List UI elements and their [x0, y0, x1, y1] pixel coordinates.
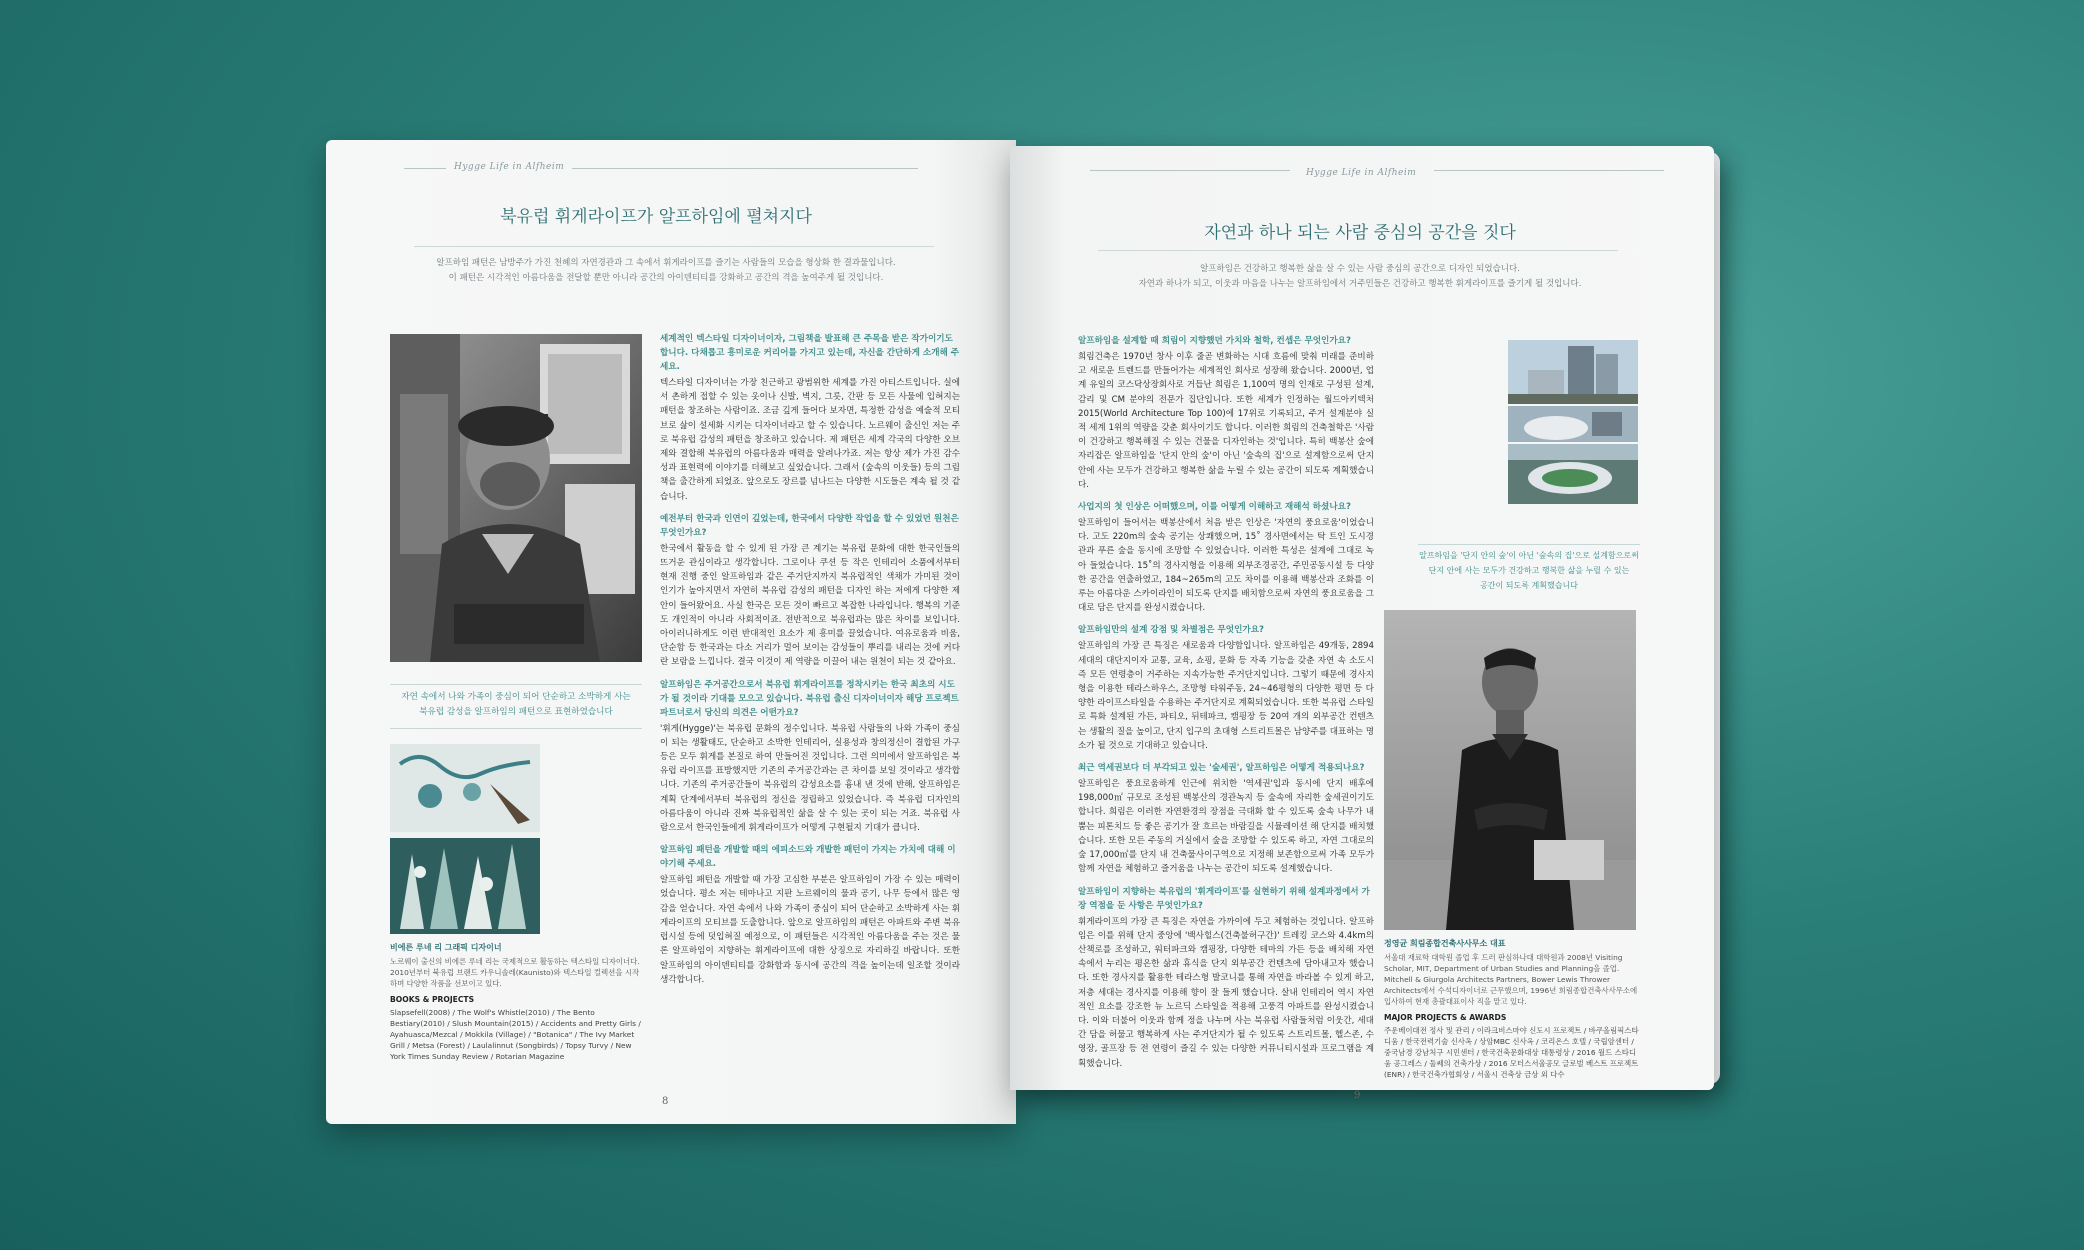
- awards-list: 주운베이대전 정사 및 관리 / 이라크비스마야 신도시 프로젝트 / 바쿠올림픽스타디움 / 한국전력기술 신사옥 / 상암MBC 신사옥 / 코리온스 호텔 / 국립암센터 / 중국남경 강남처구 시민센터 / 한국건축문화대상 대통령상 / 2016 월드 스타디움 공그레스 / 둘쎄의 건축가상 / 2016 모터스서울공모 글로벌 베스트 프로젝트(ENR) / 한국건축가협회상 / 서울시 건축상 금상 외 다수: [1384, 1026, 1639, 1079]
- architect-caption: [1384, 938, 1642, 1079]
- right-qa-5: [1078, 885, 1374, 1071]
- left-running-rule-a: [404, 168, 446, 169]
- left-question-3: 알프하임은 주거공간으로서 북유럽 휘게라이프를 정착시키는 한국 최초의 시도가 될 것이라 기대를 모으고 있습니다. 북유럽 출신 디자이너이자 해당 프로젝트 파트너로서 당신의 의견은 어떤가요?: [660, 679, 959, 718]
- building-photo-2: [1508, 406, 1638, 442]
- right-intro-line-1: 알프하임은 건강하고 행복한 삶을 살 수 있는 사람 중심의 공간으로 디자인 되었습니다.: [1200, 264, 1520, 274]
- architect-portrait-image: [1384, 610, 1636, 930]
- right-qa-1: [1078, 334, 1374, 492]
- left-pull-rule-bottom: [390, 728, 642, 729]
- left-interview-column: [660, 332, 960, 1022]
- right-qa-2: [1078, 500, 1374, 615]
- building-photo-1: [1508, 340, 1638, 404]
- left-qa-3: [660, 678, 960, 836]
- left-question-4: 알프하임 패턴을 개발할 때의 에피소드와 개발한 패턴이 가지는 가치에 대해 이야기해 주세요.: [660, 845, 956, 870]
- left-answer-1: 텍스타일 디자이너는 가장 친근하고 광범위한 세계를 가진 아티스트입니다. 실에서 촌하게 접할 수 있는 옷이나 신발, 벽지, 그릇, 간판 등 모든 사물에 입혀지는 패턴을 창조하는 사람이죠. 조금 깊게 들어다 보자면, 특정한 감성을 예술적 모티브로 삶이 설세화 시키는 디자이너라고 할 수 있습니다. 노르웨이 출신인 저는 주로 북유럽 감성의 패턴을 창조하고 있습니다. 제 패턴은 세계 각국의 다양한 오브제와 결합해 북유럽의 아름다움과 매력을 알려나가죠. 저는 항상 제가 가진 감수성과 표현력에 이야기를 더해보고 싶었습니다. 그래서 (숲속의 이웃들) 등의 그림책을 출간하게 되었죠. 앞으로도 장르를 넘나드는 다양한 시도들은 계속 될 것 같습니다.: [660, 378, 960, 502]
- left-pull-rule-top: [390, 684, 642, 685]
- right-intro-line-2: 자연과 하나가 되고, 이웃과 마음을 나누는 알프하임에서 거주민들은 건강하고 행복한 휘게라이프를 즐기게 될 것입니다.: [1138, 279, 1582, 289]
- right-interview-column: [1078, 334, 1374, 1074]
- right-answer-2: 알프하임이 들어서는 백봉산에서 처음 받은 인상은 '자연의 풍요로움'이었습니다. 고도 220m의 숲속 공기는 상쾌했으며, 15˚ 경사면에서는 탁 트인 도시경관과 푸른 숲을 동시에 조망할 수 있었습니다. 이러한 특성은 설계에 그대로 녹아 들었습니다. 15˚의 경사지형을 이용해 외부조경공간, 주민공동시설 등 다양한 공간을 연출하였고, 184~265m의 고도 차이를 이용해 백봉산과 조화를 이루는 아름다운 스카이라인이 되도록 단지를 배치함으로써 자연의 풍요로움을 그대로 담은 단지를 완성시켰습니다.: [1078, 518, 1374, 614]
- left-answer-3: '휘게(Hygge)'는 북유럽 문화의 정수입니다. 북유럽 사람들의 나와 가족이 중심이 되는 생활태도, 단순하고 소박한 인테리어, 실용성과 창의정신이 결합된 가구 등은 모두 휘게를 본질로 하여 만들어진 것입니다. 그런 의미에서 알프하임은 북유럽 라이프를 표방했지만 기존의 주거공간과는 큰 차이를 보일 것이라고 생각합니다. 기존의 주거공간들이 북유럽의 감성요소를 흉내 낸 것에 반해, 알프하임은 계획 단계에서부터 북유럽의 정신을 정립하고 있었습니다. 즉 북유럽 디자인의 아름다움이 아니라 진짜 북유럽적인 삶을 살 수 있는 곳이 되는 거죠. 북유럽 사람으로서 한국인들에게 휘게라이프가 어떻게 구현될지 기대가 큽니다.: [660, 723, 960, 834]
- left-page-number: 8: [662, 1096, 669, 1107]
- architect-name: 정영균 희림종합건축사사무소 대표: [1384, 939, 1506, 948]
- right-question-3: 알프하임만의 설계 강점 및 차별점은 무엇인가요?: [1078, 625, 1264, 636]
- right-running-head: Hygge Life in Alfheim: [1306, 168, 1417, 178]
- right-question-2: 사업지의 첫 인상은 어떠했으며, 이를 어떻게 이해하고 재해석 하셨나요?: [1078, 502, 1351, 513]
- designer-name: 비에른 루네 리 그래픽 디자이너: [390, 943, 502, 952]
- left-answer-4: 알프하임 패턴을 개발할 때 가장 고심한 부분은 알프하임이 가장 수 있는 매력이었습니다. 평소 저는 테마나고 지판 노르웨이의 물과 공기, 나무 등에서 많은 영감을 얻습니다. 자연 속에서 나와 가족이 중심이 되어 단순하고 소박하게 사는 휘게라이프의 모티브를 도출합니다. 앞으로 알프하임의 패턴은 아파트와 주변 북유럽시설 등에 덧입혀질 예정으로, 이 패턴들은 시각적인 아름다움을 주는 것은 물론 알프하임이 지향하는 휘게라이프에 대한 상징으로 자리하길 바랍니다. 또한 알프하임의 아이덴티티를 강화함과 동시에 공간의 격을 높이는데 일조할 것이라 생각합니다.: [660, 875, 960, 985]
- right-answer-5: 휘게라이프의 가장 큰 특징은 자연을 가까이에 두고 체험하는 것입니다. 알프하임은 이를 위해 단지 중앙에 '백사힐스(건축불허구간)' 트레킹 코스와 4.4km의 산책로를 조성하고, 워터파크와 캠핑장, 다양한 테마의 가든 등을 배치해 자연 속에서 누리는 평온한 삶과 휴식을 단지 외부공간 컨텐츠에 담아내고자 했습니다. 또한 경사지를 활용한 테라스형 발코니를 통해 자연을 바라볼 수 있게 하고, 저층 세대는 경사지를 이용해 향이 잘 들게 했습니다. 살내 인테리어 역시 자연적인 요소를 강조한 뉴 노르딕 스타일을 적용해 고풍격 아파트를 완성시켰습니다. 이와 더불어 이웃과 함께 정을 나누며 사는 북유럽 사람들처럼 이웃간, 세대간 담을 허물고 행복하게 사는 주거단지가 될 수 있도록 스트리트몰, 헬스존, 수영장, 골프장 등 전 연령이 즐길 수 있는 다양한 커뮤니티시설과 프로그램을 계획했습니다.: [1078, 916, 1374, 1069]
- designer-caption: [390, 942, 642, 1082]
- right-page-title: 자연과 하나 되는 사람 중심의 공간을 짓다: [1204, 223, 1516, 243]
- right-question-1: 알프하임을 설계할 때 희림이 지향했던 가치와 철학, 컨셉은 무엇인가요?: [1078, 336, 1351, 346]
- right-answer-1: 희림건축은 1970년 창사 이후 줄곧 변화하는 시대 흐름에 맞춰 미래를 준비하고 새로운 트렌드를 만들어가는 세계적인 회사로 성장해 왔습니다. 2000년, 업계 유일의 코스닥상장회사로 거듭난 희림은 1,100여 명의 인재로 구성된 설계, 감리 및 CM 분야의 전문가 집단입니다. 또한 세계가 인정하는 월드아키텍처 2015(World Architecture Top 100)에 17위로 기록되고, 주거 설계분야 실적 세계 1위의 역량을 갖춘 회사이기도 합니다. 이러한 희림의 건축철학은 '사람이 건강하고 행복해질 수 있는 건물을 디자인하는 것'입니다. 특히 백봉산 숲에 자리잡은 알프하임을 '단지 안의 숲'이 아닌 '숲속의 집'으로 설계함으로써 단지 안에 사는 모두가 건강하고 행복한 삶을 누릴 수 있는 공간이 되도록 계획했습니다.: [1078, 352, 1374, 490]
- left-pull-line-1: 자연 속에서 나와 가족이 중심이 되어 단순하고 소박하게 사는: [401, 692, 631, 702]
- left-running-rule-b: [572, 168, 918, 169]
- right-pull-rule-top: [1418, 544, 1640, 545]
- books-heading: BOOKS & PROJECTS: [390, 995, 475, 1004]
- right-pull-line-1: 알프하임을 '단지 안의 숲'이 아닌 '숲속의 집'으로 설계함으로써: [1419, 551, 1639, 560]
- right-title-rule: [1098, 250, 1618, 251]
- left-qa-1: [660, 332, 960, 504]
- right-qa-3: [1078, 623, 1374, 753]
- designer-portrait-photo: [390, 334, 642, 662]
- architect-portrait-photo: [1384, 610, 1636, 930]
- stadium-image: [1508, 444, 1638, 504]
- pattern-illustration-photo: [390, 744, 540, 934]
- right-intro: [1050, 262, 1670, 292]
- right-page: [1010, 146, 1714, 1101]
- left-pull-line-2: 북유럽 감성을 알프하임의 패턴으로 표현하였습니다: [419, 707, 613, 717]
- right-running-rule-a: [1090, 170, 1290, 171]
- left-question-1: 세계적인 텍스타일 디자이너이자, 그림책을 발표해 큰 주목을 받은 작가이기도 합니다. 다채롭고 흥미로운 커리어를 가지고 있는데, 자신을 간단하게 소개해 주세요.: [660, 334, 960, 372]
- right-pull-line-2: 단지 안에 사는 모두가 건강하고 행복한 삶을 누릴 수 있는: [1428, 566, 1630, 575]
- left-page: [326, 140, 1016, 1124]
- designer-bio: 노르웨이 출신의 비에른 루네 리는 국제적으로 활동하는 텍스타일 디자이너다. 2010년부터 북유럽 브랜드 카우니솔레(Kaunisto)와 텍스타일 컬렉션을 시작하며 다양한 작품을 선보이고 있다.: [390, 957, 640, 988]
- right-question-4: 최근 역세권보다 더 부각되고 있는 '숲세권', 알프하임은 어떻게 적용되나요?: [1078, 763, 1365, 774]
- left-answer-2: 한국에서 활동을 할 수 있게 된 가장 큰 계기는 북유럽 문화에 대한 한국인들의 뜨거운 관심이라고 생각합니다. 그로이나 쿠션 등 작은 인테리어 소품에서부터 현재 진행 중인 알프하임과 같은 주거단지까지 북유럽적인 색채가 가미된 것이 인기가 높아지면서 자연히 북유럽 감성의 패턴을 디자인 하는 저에게 다양한 제안이 들어왔어요. 사실 한국은 모든 것이 빠르고 복잡한 나라입니다. 행복의 기준도 개인적이 아니라 사회적이죠. 전반적으로 북유럽과는 많은 차이를 보입니다. 아이러니하게도 이런 반대적인 요소가 제 흥미를 끌었습니다. 여유로움과 비움, 단순함 등 한국과는 다소 거리가 멀어 보이는 감성들이 뿌리를 내리는 것에 커다란 보람을 느낍니다. 결국 이것이 제 역량을 이끌어 내는 원천이 되는 것 같아요.: [660, 543, 960, 668]
- left-intro: [366, 256, 966, 286]
- right-answer-4: 알프하임은 풍요로움하게 인근에 위치한 '역세권'입과 동시에 단지 배후에 198,000㎡ 규모로 조성된 백봉산의 경관녹지 등 숲속에 자리한 숲세권이기도 합니다. 희림은 이러한 자연환경의 장점을 극대화 할 수 있도록 숲속 나무가 내뿜는 피톤치드 등 좋은 공기가 잘 흐르는 바람길을 시뮬레이션 해 단지를 배치했습니다. 또한 모든 주동의 거실에서 숲을 조망할 수 있도록 하고, 자연 그대로의 숲 17,000㎡를 단지 내 건축물사이구역으로 지정해 보존함으로써 가족 모두가 함께 자연을 체험하고 즐거움을 나누는 공간이 되도록 설계했습니다.: [1078, 779, 1374, 875]
- left-page-title: 북유럽 휘게라이프가 알프하임에 펼쳐지다: [500, 207, 812, 227]
- left-qa-4: [660, 843, 960, 987]
- left-intro-line-2: 이 패턴은 시각적인 아름다움을 전달할 뿐만 아니라 공간의 아이덴티티를 강화하고 공간의 격을 높여주게 될 것입니다.: [448, 273, 884, 283]
- right-pull-quote: [1414, 548, 1644, 593]
- right-running-rule-b: [1434, 170, 1664, 171]
- right-page-number: 9: [1354, 1090, 1361, 1101]
- left-running-head: Hygge Life in Alfheim: [454, 162, 565, 172]
- left-pull-quote: [390, 690, 642, 720]
- left-question-2: 예전부터 한국과 인연이 깊었는데, 한국에서 다양한 작업을 할 수 있었던 원천은 무엇인가요?: [660, 513, 959, 538]
- left-intro-line-1: 알프하임 패턴은 남방주가 가진 천혜의 자연경관과 그 속에서 휘게라이프를 즐기는 사람들의 모습을 형상화 한 결과물입니다.: [436, 258, 896, 268]
- right-pull-line-3: 공간이 되도록 계획했습니다: [1480, 581, 1578, 590]
- right-question-5: 알프하임이 지향하는 북유럽의 '휘게라이프'를 실현하기 위해 설계과정에서 가장 역점을 둔 사항은 무엇인가요?: [1078, 886, 1370, 911]
- right-answer-3: 알프하임의 가장 큰 특징은 새로움과 다양함입니다. 알프하임은 49개동, 2894세대의 대단지이자 교통, 교육, 쇼핑, 문화 등 자족 기능을 갖춘 자연 속 소도시 즉 모든 연령층이 거주하는 지속가능한 주거단지입니다. 그렇기 때문에 경사지형을 이용한 테라스하우스, 조망형 타워주동, 24~46평형의 다양한 평면 등 다양한 라이프스타일을 수용하는 주거단지로 계획되었습니다. 또한 북유럽 스타일로 특화 설계된 가든, 파티오, 뒤테파크, 캠핑장 등 20여 개의 외부공간 컨텐츠는 생활의 질을 높이고, 단지 입구의 초대형 스트리트몰은 남양주를 대표하는 명소가 될 것으로 기대하고 있습니다.: [1078, 641, 1374, 751]
- books-list: Slapsefell(2008) / The Wolf's Whistle(2010) / The Bento Bestiary(2010) / Slush Mountain(2015) / Accidents and Pretty Girls / Ayahuasca/Mezcal / Mokkila (Village) / "Botanica" / The Ivy Market Grill / Metsa (Forest) / Laulalinnut (Songbirds) / Topsy Turvy / New York Times Sunday Review / Rotarian Magazine: [390, 1008, 641, 1061]
- building-tower-image: [1508, 340, 1638, 404]
- left-title-rule: [414, 246, 934, 247]
- architect-bio: 서울대 재료학 대학원 졸업 후 드러 판심하나대 대학원과 2008년 Visiting Scholar, MIT, Department of Urban Studies and Planning을 졸업. Mitchell & Giurgola Architects Partners, Bower Lewis Thrower Architects에서 수석디자이너로 근무했으며, 1996년 희림종합건축사사무소에 입사하여 현재 총괄대표이사 직을 맡고 있다.: [1384, 953, 1638, 1006]
- awards-heading: MAJOR PROJECTS & AWARDS: [1384, 1013, 1507, 1022]
- building-render-image: [1508, 406, 1638, 442]
- left-qa-2: [660, 512, 960, 670]
- designer-portrait-image: [390, 334, 642, 662]
- pattern-illustration-image: [390, 744, 540, 934]
- stadium-photo: [1508, 444, 1638, 504]
- right-qa-4: [1078, 761, 1374, 876]
